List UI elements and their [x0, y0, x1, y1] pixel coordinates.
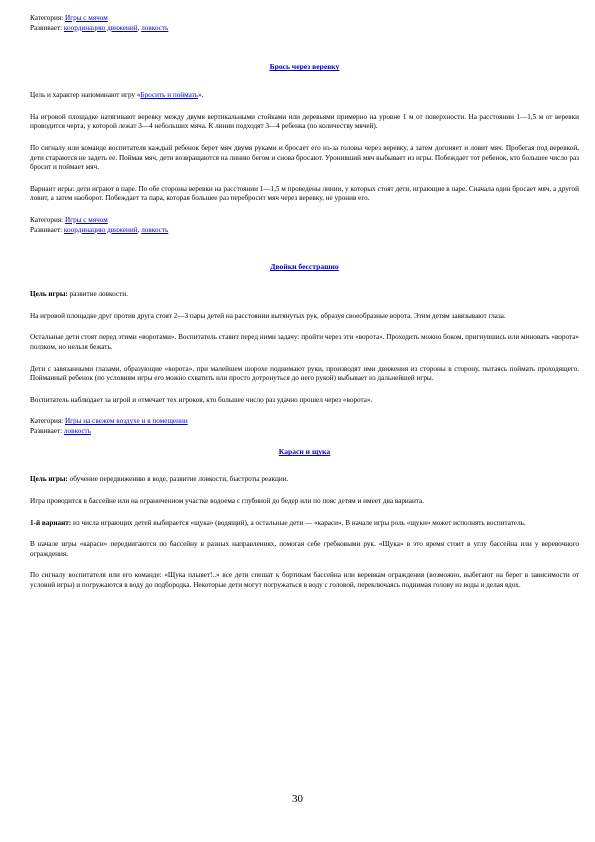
game1-paragraph-3: Вариант игры: дети играют в паре. По обе стороны веревки на расстоянии 1—1,5 м проведены линии, у которых стоят дети, играющие в паре. Сначала один бросает мяч, а другой ловит, а затем наоборот. Побеждает та пара, которая большее раз перебросит мяч через веревку, не уронив его. — [30, 184, 579, 203]
game3-paragraph-3: В начале игры «караси» передвигаются по бассейну в разных направлениях, помогая себе гребковыми рук. «Щука» в это время стоит в углу бассейна или у веревочного ограждения. — [30, 540, 579, 558]
game1-goal: Цель и характер напоминают игру «Бросить и поймать». — [30, 91, 204, 100]
game3-paragraph-2: 1-й вариант: из числа играющих детей выбирается «щука» (водящий), а остальные дети — «караси». В начале игры роль «щуки» может исполнять воспитатель. — [30, 518, 526, 527]
game2-paragraph-1: На игровой площадке друг против друга стоят 2—3 пары детей на расстоянии вытянутых рук, образуя своеобразные ворота. Этим детям завязывают глаза. — [30, 311, 506, 320]
game3-paragraph-4: По сигналу воспитателя или его команде: «Щука плывет!..» все дети спешат к бортикам бассейна или веревкам ограждения (возможно, выбегают на берег в зависимости от условий игры) и погружаются в воду до подбородка. Некоторые дети могут погружаться в воду с головой, переключаясь поднимая голову из воды и делая вдох. — [30, 571, 579, 590]
game2-goal: Цель игры: развитие ловкости. — [30, 290, 128, 299]
document-page — [30, 14, 579, 603]
category-link[interactable]: Игры с мячом — [64, 215, 108, 224]
develops-line: Развивает: координацию движений, ловкость — [30, 23, 169, 32]
page-number: 30 — [292, 793, 303, 805]
skill-link[interactable]: ловкость — [141, 23, 169, 32]
game2-title-link[interactable]: Двойки бесстрашно — [270, 262, 339, 272]
game3-goal: Цель игры: обучение передвижению в воде, развитие ловкости, быстроты реакции. — [30, 475, 289, 484]
game3-title-link[interactable]: Караси и щука — [278, 447, 331, 457]
category-link[interactable]: Игры с мячом — [64, 14, 108, 22]
game1-paragraph-1: На игровой площадке натягивают веревку между двумя вертикальными стойками или деревьями примерно на уровне 1 м от поверхности. На расстоянии 1—1,5 м от веревки проводится черта, у которой лежат 3—4 небольших мяча. К линии подходят 3—4 ребенка (по количеству мячей). — [30, 112, 579, 131]
game1-title-link[interactable]: Брось через веревку — [269, 62, 340, 72]
category-label: Категория: — [30, 14, 64, 22]
skill-link[interactable]: ловкость — [63, 426, 91, 435]
top-category-block — [30, 14, 579, 33]
game3-title — [30, 447, 579, 457]
game2-paragraph-3: Дети с завязанными глазами, образующие «ворота», при малейшем шорохе поднимают руки, производят ими движения из стороны в сторону, пытаясь поймать проходящего. Пойманный ребенок (по условиям игры его можно схватить или просто дотронуться до него рукой) выбывает из дальнейшей игры. — [30, 364, 579, 383]
game2-paragraph-4: Воспитатель наблюдает за игрой и отмечает тех игроков, кто большее число раз удачно прошел через «ворота». — [30, 395, 373, 404]
game2-title — [30, 262, 579, 272]
category-link[interactable]: Игры на свежем воздухе и в помещении — [64, 417, 188, 426]
category-line — [30, 14, 579, 24]
skill-link[interactable]: ловкость — [141, 225, 169, 234]
develops-label: Развивает: — [30, 23, 63, 32]
game1-category-block: Категория: Игры с мячом Развивает: координацию движений, ловкость — [30, 215, 169, 234]
game1-title — [30, 62, 579, 72]
skill-link[interactable]: координацию движений — [63, 225, 138, 234]
related-game-link[interactable]: Бросить и поймать — [140, 91, 199, 100]
game1-paragraph-2: По сигналу или команде воспитателя каждый ребенок берет мяч двумя руками и бросает его из-за головы через веревку, а затем догоняет и ловит мяч. Пробегая под веревкой, дети стараются не задеть ее. Поймав мяч, дети возвращаются на линию бегом и снова бросают. Уронивший мяч выбывает из игры. Побеждает тот ребенок, кто большее число раз бросит и поймает мяч. — [30, 143, 579, 172]
skill-link[interactable]: координацию движений — [63, 23, 138, 32]
game3-paragraph-1: Игра проводится в бассейне или на ограниченном участке водоема с глубиной до бедер или по пояс детям и имеет два варианта. — [30, 497, 425, 506]
game2-paragraph-2: Остальные дети стоят перед этими «воротами». Воспитатель ставит перед ними задачу: пройти через эти «ворота». Проходить можно боком, пригнувшись или миновать «ворота» ползком, но нельзя бежать. — [30, 333, 579, 351]
game2-category-block: Категория: Игры на свежем воздухе и в помещении Развивает: ловкость — [30, 417, 188, 435]
